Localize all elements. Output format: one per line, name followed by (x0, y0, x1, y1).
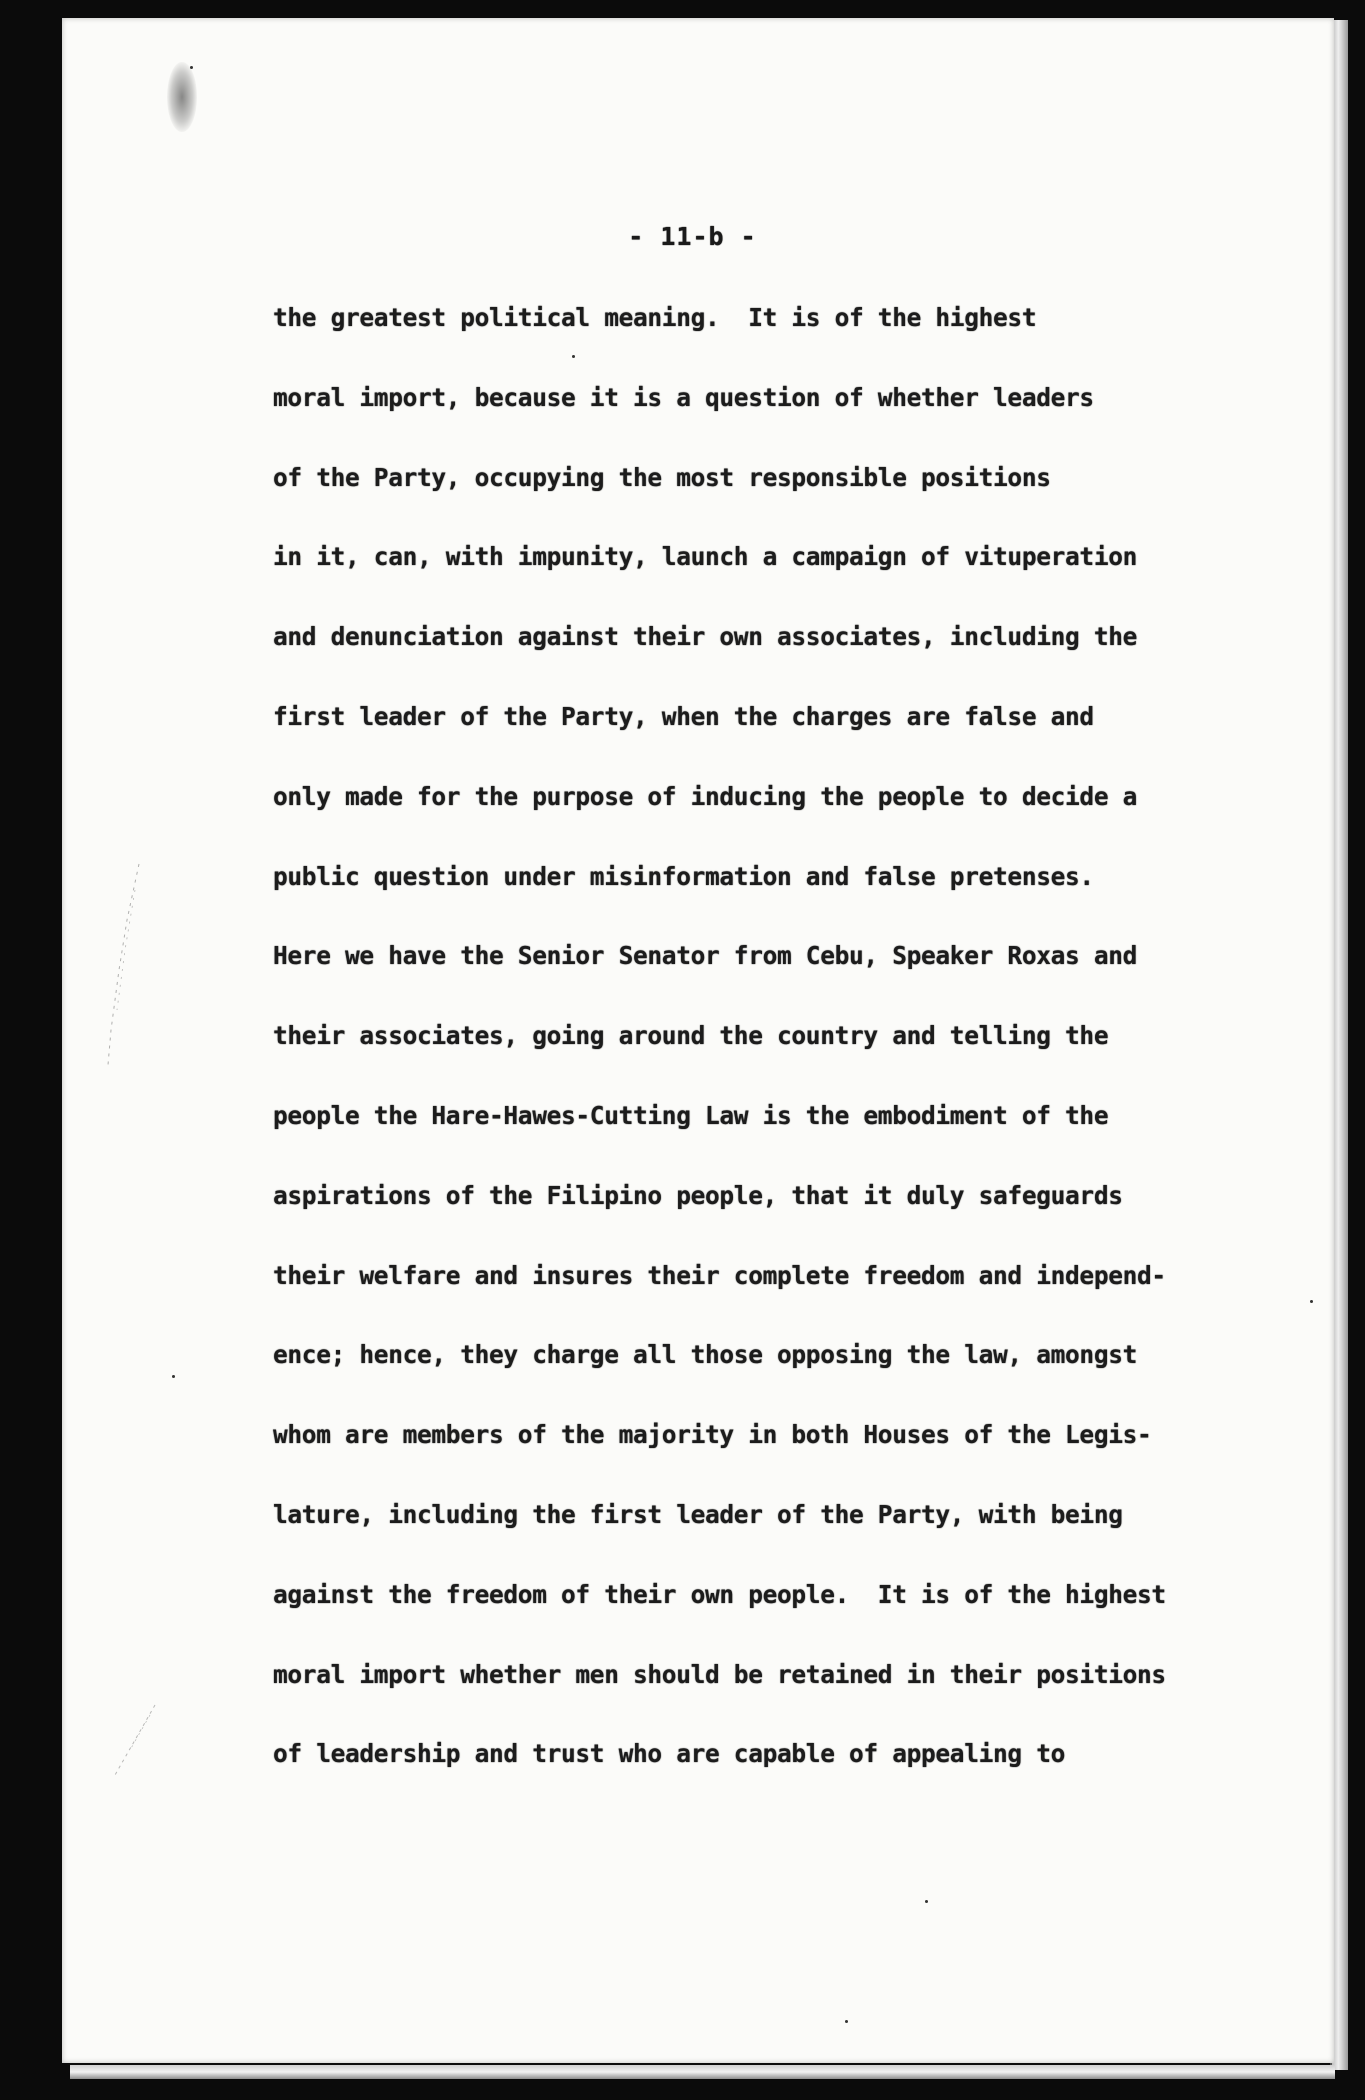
text-line: their associates, going around the country and telling the (273, 1021, 1109, 1051)
text-line: first leader of the Party, when the charges are false and (273, 701, 1094, 731)
dust-speck (925, 1900, 928, 1903)
dust-speck (1310, 1300, 1313, 1303)
dust-speck (172, 1375, 175, 1378)
text-line: aspirations of the Filipino people, that it duly safeguards (273, 1180, 1123, 1210)
paper-stack-edge-bottom (70, 2065, 1335, 2079)
dust-speck (190, 66, 193, 69)
text-line: Here we have the Senior Senator from Cebu, Speaker Roxas and (273, 941, 1138, 971)
text-line: public question under misinformation and false pretenses. (273, 861, 1094, 891)
text-line: people the Hare-Hawes-Cutting Law is the embodiment of the (273, 1100, 1109, 1130)
text-line: of the Party, occupying the most responsible positions (273, 462, 1051, 492)
text-line: whom are members of the majority in both Houses of the Legis- (273, 1420, 1152, 1450)
dust-speck (845, 2020, 848, 2023)
text-line: and denunciation against their own associates, including the (273, 622, 1138, 652)
text-line: their welfare and insures their complete freedom and independ- (273, 1260, 1166, 1290)
text-line: the greatest political meaning. It is of the highest (273, 303, 1037, 332)
page-number: - 11-b - (628, 222, 757, 251)
margin-pencil-marks-lower (110, 1700, 160, 1780)
document-body (273, 296, 1273, 1812)
text-line: moral import whether men should be retained in their positions (273, 1659, 1166, 1689)
ink-smudge (167, 62, 197, 132)
text-line: moral import, because it is a question of whether leaders (273, 382, 1094, 412)
text-line: against the freedom of their own people. It is of the highest (273, 1579, 1166, 1609)
text-line: of leadership and trust who are capable of appealing to (273, 1739, 1066, 1769)
text-line: only made for the purpose of inducing the people to decide a (273, 781, 1138, 811)
text-line: in it, can, with impunity, launch a campaign of vituperation (273, 542, 1138, 572)
margin-pencil-marks (105, 860, 145, 1070)
text-line: ence; hence, they charge all those opposing the law, amongst (273, 1340, 1138, 1370)
text-line: lature, including the first leader of the Party, with being (273, 1499, 1123, 1529)
